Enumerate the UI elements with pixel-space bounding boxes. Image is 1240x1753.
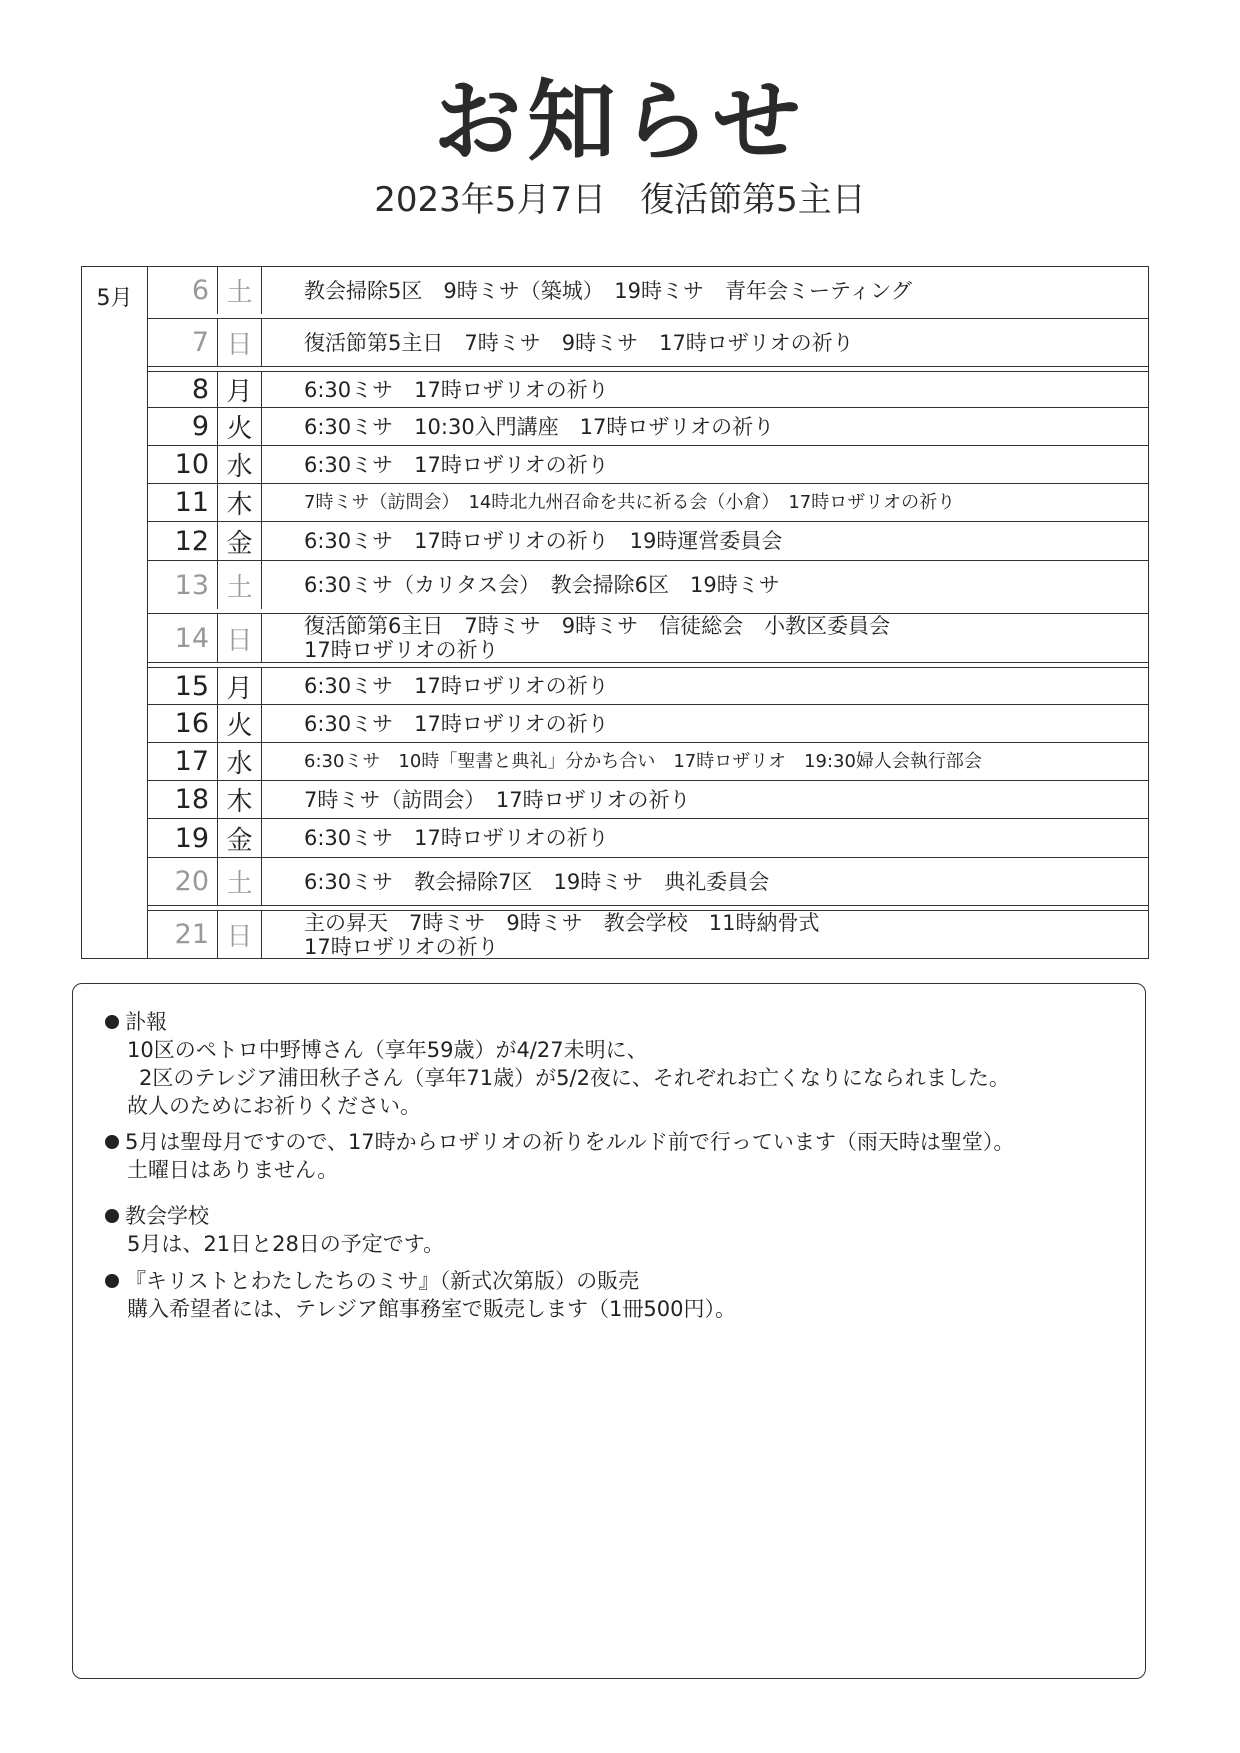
row-weekday: 月 [218, 668, 262, 704]
schedule-row [148, 819, 1148, 857]
row-weekday: 金 [218, 522, 262, 560]
row-day: 20 [148, 858, 218, 905]
row-day: 15 [148, 668, 218, 704]
bullet-icon [105, 1274, 119, 1288]
row-day: 13 [148, 561, 218, 609]
row-events: 6:30ミサ（カリタス会） 教会掃除6区 19時ミサ [304, 573, 780, 597]
row-weekday: 日 [218, 319, 262, 366]
schedule-row [148, 857, 1148, 906]
row-weekday: 金 [218, 819, 262, 857]
notice-line: 故人のためにお祈りください。 [127, 1094, 421, 1118]
row-day: 11 [148, 484, 218, 521]
bullet-icon [105, 1015, 119, 1029]
row-events: 6:30ミサ 17時ロザリオの祈り [304, 674, 609, 698]
schedule-row [148, 267, 1148, 314]
row-day: 9 [148, 408, 218, 445]
page-title: お知らせ [433, 70, 807, 173]
row-events: 6:30ミサ 17時ロザリオの祈り [304, 711, 609, 736]
notice-rosary [105, 1128, 1125, 1184]
row-weekday: 日 [218, 614, 262, 662]
row-events: 6:30ミサ 17時ロザリオの祈り [304, 452, 609, 477]
row-day: 6 [148, 267, 218, 314]
row-day: 7 [148, 319, 218, 366]
row-weekday: 土 [218, 267, 262, 314]
notice-line: 10区のペトロ中野博さん（享年59歳）が4/27未明に、 [127, 1038, 648, 1062]
row-events: 7時ミサ（訪問会） 14時北九州召命を共に祈る会（小倉） 17時ロザリオの祈り [304, 491, 956, 513]
row-weekday: 土 [218, 561, 262, 609]
schedule-row [148, 705, 1148, 743]
row-events: 6:30ミサ 17時ロザリオの祈り [304, 826, 609, 850]
row-day: 8 [148, 372, 218, 407]
row-weekday: 火 [218, 408, 262, 445]
row-day: 16 [148, 705, 218, 742]
schedule-row [148, 910, 1148, 958]
schedule-rows [148, 267, 1148, 958]
notice-heading: 『キリストとわたしたちのミサ』（新式次第版）の販売 [125, 1269, 640, 1293]
schedule-row [148, 667, 1148, 705]
row-events: 復活節第5主日 7時ミサ 9時ミサ 17時ロザリオの祈り [304, 330, 854, 355]
bullet-icon [105, 1209, 119, 1223]
row-events: 主の昇天 7時ミサ 9時ミサ 教会学校 11時納骨式 17時ロザリオの祈り [304, 910, 820, 959]
schedule-row [148, 522, 1148, 560]
schedule-row [148, 781, 1148, 819]
row-day: 12 [148, 522, 218, 560]
row-weekday: 日 [218, 911, 262, 958]
row-events: 6:30ミサ 教会掃除7区 19時ミサ 典礼委員会 [304, 869, 770, 894]
row-events: 教会掃除5区 9時ミサ（築城） 19時ミサ 青年会ミーティング [304, 278, 912, 303]
row-weekday: 土 [218, 858, 262, 905]
row-day: 14 [148, 614, 218, 662]
schedule-table [81, 266, 1149, 959]
row-events: 6:30ミサ 10時「聖書と典礼」分かち合い 17時ロザリオ 19:30婦人会執行部会 [304, 750, 982, 772]
row-weekday: 火 [218, 705, 262, 742]
notice-line: 2区のテレジア浦田秋子さん（享年71歳）が5/2夜に、それぞれお亡くなりになられました。 [139, 1066, 1010, 1090]
row-day: 10 [148, 446, 218, 483]
schedule-row [148, 446, 1148, 484]
bullet-icon [105, 1135, 119, 1149]
month-label: 5月 [82, 267, 148, 958]
schedule-row [148, 318, 1148, 367]
row-events: 復活節第6主日 7時ミサ 9時ミサ 信徒総会 小教区委員会 17時ロザリオの祈り [304, 614, 891, 662]
row-events: 6:30ミサ 10:30入門講座 17時ロザリオの祈り [304, 414, 775, 439]
row-events: 6:30ミサ 17時ロザリオの祈り [304, 377, 609, 402]
row-weekday: 木 [218, 484, 262, 521]
notice-church-school [105, 1202, 1125, 1258]
notice-line: 5月は、21日と28日の予定です。 [127, 1232, 445, 1256]
notice-heading: 教会学校 [125, 1204, 209, 1228]
notice-line: 土曜日はありません。 [127, 1158, 339, 1182]
notice-heading: 5月は聖母月ですので、17時からロザリオの祈りをルルド前で行っています（雨天時は聖堂）。 [125, 1130, 1015, 1154]
row-day: 21 [148, 911, 218, 958]
row-day: 17 [148, 743, 218, 780]
schedule-row [148, 560, 1148, 609]
schedule-row [148, 371, 1148, 408]
row-weekday: 水 [218, 743, 262, 780]
row-day: 19 [148, 819, 218, 857]
notice-box [72, 983, 1146, 1679]
row-weekday: 月 [218, 372, 262, 407]
notice-heading: 訃報 [125, 1010, 167, 1034]
notice-book-sale [105, 1267, 1125, 1323]
row-events: 7時ミサ（訪問会） 17時ロザリオの祈り [304, 787, 691, 812]
schedule-row [148, 743, 1148, 781]
row-weekday: 木 [218, 781, 262, 818]
notice-obituary [105, 1008, 1125, 1120]
page-subtitle: 2023年5月7日 復活節第5主日 [374, 180, 866, 220]
schedule-row [148, 408, 1148, 446]
row-weekday: 水 [218, 446, 262, 483]
schedule-row [148, 484, 1148, 522]
row-events: 6:30ミサ 17時ロザリオの祈り 19時運営委員会 [304, 529, 783, 553]
notice-line: 購入希望者には、テレジア館事務室で販売します（1冊500円）。 [127, 1297, 736, 1321]
schedule-row [148, 613, 1148, 663]
row-day: 18 [148, 781, 218, 818]
